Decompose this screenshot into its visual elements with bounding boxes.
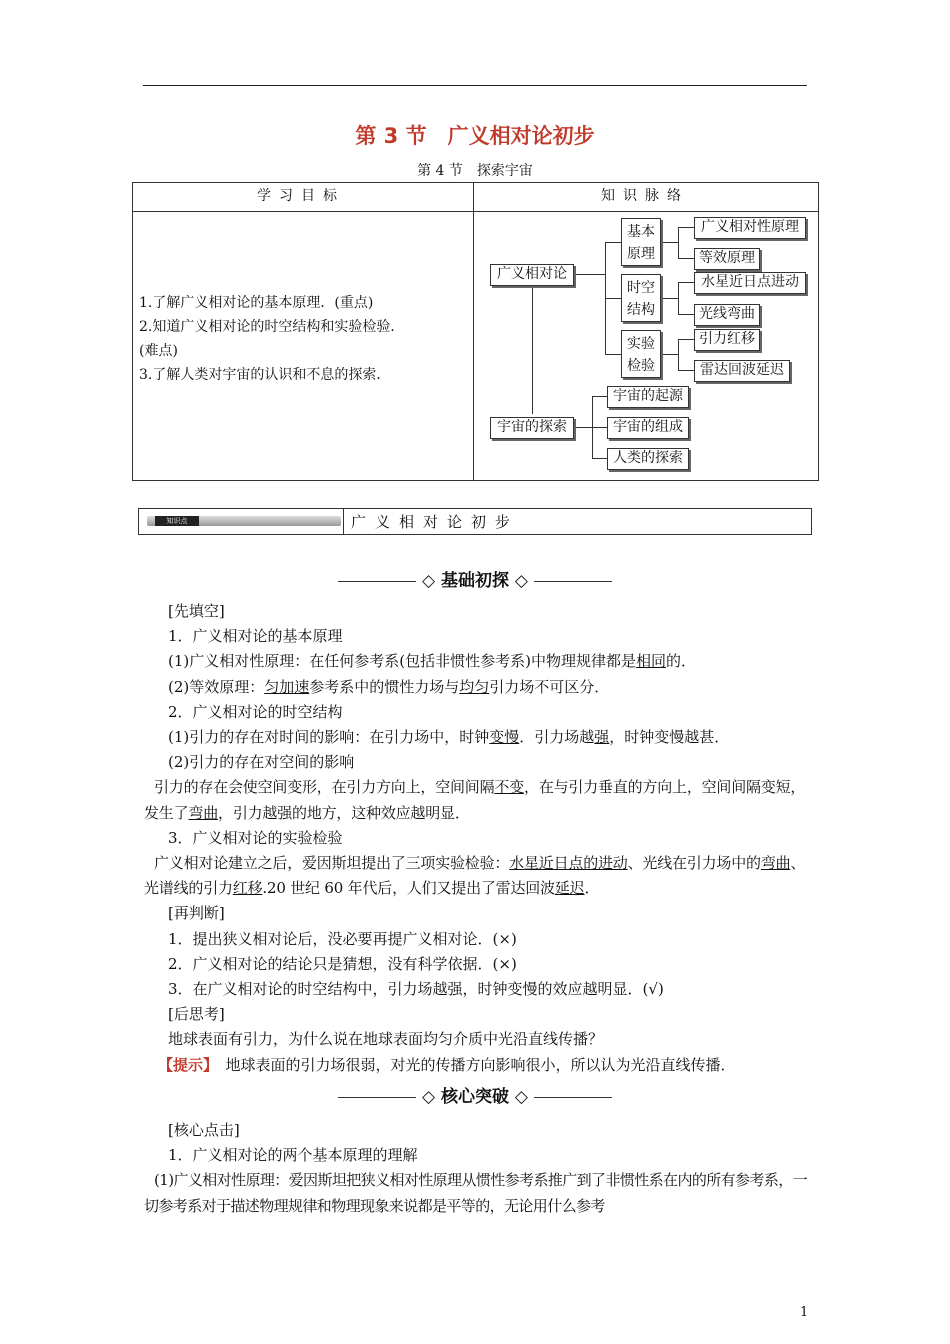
answer-blank: 强	[594, 728, 610, 747]
learning-goals-header: 学习目标	[257, 188, 345, 204]
mindmap-leaf-4: 光线弯曲	[694, 304, 760, 326]
mindmap-branch-tests: 实验 检验	[621, 330, 661, 378]
mindmap-leaf-1: 广义相对性原理	[694, 217, 806, 239]
answer-blank: 红移	[232, 879, 263, 898]
answer-blank: 匀加速	[264, 677, 310, 696]
answer-blank: 弯曲	[760, 854, 791, 873]
goal-1: 1.了解广义相对论的基本原理．(重点)	[139, 295, 374, 311]
mindmap-branch-principles: 基本 原理	[621, 218, 661, 266]
mindmap-leaf-2: 等效原理	[694, 248, 760, 270]
answer-blank: 变慢	[489, 728, 520, 747]
table-divider	[473, 183, 474, 480]
core-click-label: [核心点击]	[168, 1121, 240, 1139]
learning-goals	[139, 291, 469, 387]
mindmap-root-general-relativity: 广义相对论	[490, 264, 574, 286]
page-subtitle: 第 4 节 探索宇宙	[417, 163, 533, 179]
section-header	[138, 508, 812, 535]
section-tag-bar	[147, 516, 341, 526]
banner-core: ◇ 核心突破 ◇	[0, 1082, 950, 1107]
banner-basics: ◇ 基础初探 ◇	[0, 566, 950, 591]
mindmap-leaf-6: 雷达回波延迟	[694, 360, 790, 382]
page-title: 第 3 节 广义相对论初步	[355, 124, 595, 148]
answer-blank: 相同	[635, 652, 666, 671]
mindmap-branch-spacetime: 时空 结构	[621, 274, 661, 322]
answer-blank: 水星近日点的进动	[509, 854, 628, 873]
mindmap-root-universe: 宇宙的探索	[490, 417, 574, 439]
goal-3: 3.了解人类对宇宙的认识和不息的探索．	[139, 367, 391, 383]
answer-blank: 延迟	[554, 879, 585, 898]
mindmap-leaf-5: 引力红移	[694, 329, 760, 351]
section-tag: 知识点	[155, 516, 199, 526]
mindmap-leaf-7: 宇宙的起源	[607, 386, 689, 408]
mindmap-leaf-9: 人类的探索	[607, 448, 689, 470]
goal-2-note: (难点)	[139, 343, 178, 359]
mindmap-leaf-3: 水星近日点进动	[694, 272, 806, 294]
section-title: 广义相对论初步	[351, 513, 520, 531]
body-text-1: [先填空] 1．广义相对论的基本原理 (1)广义相对性原理：在任何参考系(包括非惯性参考系)中物理规律都是相同的． (2)等效原理：匀加速参考系中的惯性力场与均匀引力场不可区分． 2．广义相对论的时空结构 (1)引力的存在对时间的影响：在引力场中，时钟变慢．引力场越强，时钟变慢越甚． (2)引力的存在对空间的影响 引力的存在会使空间变形，在引力方向上，空间间隔不变，在与引力垂直的方向上，空间间隔变短，发生了弯曲，引力越强的地方，这种效应越明显． 3．广义相对论的实验检验 广义相对论建立之后，爱因斯坦提出了三项实验检验：水星近日点的进动、光线在引力场中的弯曲、光谱线的引力红移.20 世纪 60 年代后，人们又提出了雷达回波延迟． [再判断] 1．提出狭义相对论后，没必要再提广义相对论．(×) 2．广义相对论的结论只是猜想，没有科学依据．(×) 3．在广义相对论的时空结构中，引力场越强，时钟变慢的效应越明显．(√) [后思考] 地球表面有引力，为什么说在地球表面均匀介质中光沿直线传播？ 【提示】 地球表面的引力场很弱，对光的传播方向影响很小，所以认为光沿直线传播．	[168, 599, 808, 1078]
page-number: 1	[800, 1305, 809, 1320]
answer-blank: 不变	[494, 778, 525, 797]
mindmap-leaf-8: 宇宙的组成	[607, 417, 689, 439]
think-label: [后思考]	[168, 1005, 225, 1024]
answer-blank: 均匀	[459, 677, 490, 696]
goal-2: 2.知道广义相对论的时空结构和实验检验．	[139, 319, 405, 335]
answer-blank: 弯曲	[188, 803, 219, 822]
top-rule	[143, 85, 807, 86]
judge-label: [再判断]	[168, 904, 225, 923]
body-text-2: [核心点击] 1．广义相对论的两个基本原理的理解 (1)广义相对性原理：爱因斯坦把狭义相对性原理从惯性参考系推广到了非惯性系在内的所有参考系，一切参考系对于描述物理规律和物理现象来说都是平等的，无论用什么参考	[168, 1118, 808, 1219]
table-header-rule	[133, 211, 818, 212]
knowledge-map-header: 知识脉络	[601, 188, 689, 204]
hint-label: 【提示】	[158, 1055, 211, 1074]
fill-first-label: [先填空]	[168, 602, 225, 620]
